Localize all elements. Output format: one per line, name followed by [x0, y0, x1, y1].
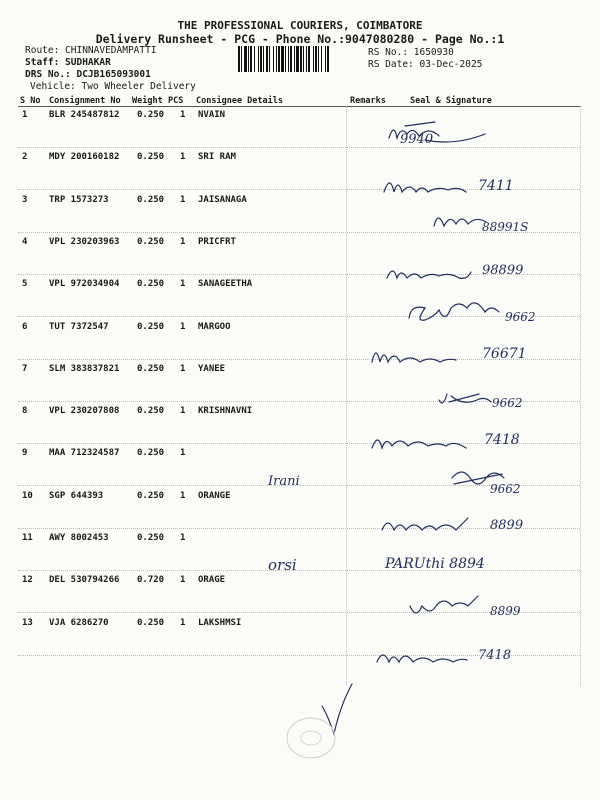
- col-weight: Weight: [132, 96, 163, 106]
- signature-4: [385, 262, 480, 286]
- consignment-number: TUT 7372547: [49, 321, 109, 332]
- pieces: 1: [180, 152, 186, 163]
- runsheet-title: Delivery Runsheet - PCG - Phone No.:9047080280 - Page No.:1: [95, 32, 505, 46]
- weight: 0.250: [137, 448, 165, 459]
- pieces: 1: [180, 406, 186, 417]
- consignment-number: MAA 712324587: [49, 448, 120, 459]
- serial-number: 8: [22, 406, 28, 417]
- consignment-number: BLR 245487812: [49, 110, 120, 120]
- consignee-name: LAKSHMSI: [198, 617, 242, 628]
- serial-number: 13: [22, 617, 33, 628]
- pieces: 1: [180, 110, 186, 120]
- col-remarks: Remarks: [350, 96, 386, 106]
- signature-number-2: 7411: [478, 178, 514, 194]
- col-consignee: Consignee Details: [196, 96, 283, 106]
- serial-number: 4: [22, 236, 28, 247]
- signature-5: [405, 298, 505, 332]
- consignment-number: VJA 6286270: [49, 617, 109, 628]
- weight: 0.250: [137, 110, 165, 120]
- pieces: 1: [180, 236, 186, 247]
- weight: 0.250: [137, 617, 165, 628]
- signature-number-8: 7418: [484, 432, 520, 448]
- consignment-number: TRP 1573273: [49, 194, 109, 205]
- col-sno: S No: [20, 96, 41, 106]
- serial-number: 6: [22, 321, 28, 332]
- weight: 0.250: [137, 279, 165, 290]
- consignee-name: SRI RAM: [198, 152, 236, 163]
- signature-number-7: 9662: [492, 396, 523, 410]
- consignee-name: SANAGEETHA: [198, 279, 253, 290]
- consignment-number: VPL 230203963: [49, 236, 120, 247]
- rs-date: RS Date: 03-Dec-2025: [368, 59, 483, 70]
- signature-number-4: 98899: [482, 263, 524, 278]
- consignee-name: MARGOO: [198, 321, 231, 332]
- signature-number-9: 9662: [490, 482, 521, 496]
- weight: 0.250: [137, 406, 165, 417]
- vehicle-label: Vehicle: Two Wheeler Delivery: [30, 81, 196, 92]
- signature-number-12: 8899: [490, 604, 521, 618]
- col-consignment: Consignment No: [49, 96, 121, 106]
- staff-label: Staff: SUDHAKAR: [25, 57, 111, 68]
- serial-number: 9: [22, 448, 28, 459]
- serial-number: 2: [22, 152, 28, 163]
- pieces: 1: [180, 575, 186, 586]
- weight: 0.250: [137, 533, 165, 543]
- weight: 0.250: [137, 490, 165, 501]
- pieces: 1: [180, 448, 186, 459]
- consignee-name: ORANGE: [198, 490, 231, 501]
- signature-number-13: 7418: [478, 648, 512, 663]
- consignee-name: PRICFRT: [198, 236, 236, 247]
- serial-number: 7: [22, 363, 28, 374]
- signature-11: PARUthi 8894: [385, 556, 485, 572]
- signature-2: [382, 172, 472, 202]
- serial-number: 11: [22, 533, 33, 543]
- rs-number: RS No.: 1650930: [368, 47, 454, 58]
- serial-number: 12: [22, 575, 33, 586]
- pieces: 1: [180, 321, 186, 332]
- signature-13: [375, 644, 475, 670]
- serial-number: 1: [22, 110, 28, 120]
- office-stamp: [283, 712, 339, 762]
- signature-number-3: 88991S: [482, 220, 529, 234]
- remark-handwriting-1: Irani: [268, 474, 300, 489]
- pieces: 1: [180, 617, 186, 628]
- consignment-number: AWY 8002453: [49, 533, 109, 543]
- weight: 0.250: [137, 236, 165, 247]
- signature-10: [380, 512, 480, 540]
- table-row: [0, 110, 600, 152]
- company-title: THE PROFESSIONAL COURIERS, COIMBATORE: [177, 19, 423, 32]
- consignment-number: VPL 230207808: [49, 406, 120, 417]
- signature-6: [370, 342, 465, 368]
- pieces: 1: [180, 490, 186, 501]
- signature-number-6: 76671: [482, 346, 527, 362]
- signature-number-5: 9662: [505, 310, 536, 324]
- consignee-name: JAISANAGA: [198, 194, 247, 205]
- consignment-number: SLM 383837821: [49, 363, 120, 374]
- drs-number: DRS No.: DCJB165093001: [25, 69, 151, 80]
- weight: 0.250: [137, 363, 165, 374]
- header-divider: [18, 106, 580, 107]
- pieces: 1: [180, 194, 186, 205]
- weight: 0.250: [137, 152, 165, 163]
- consignment-number: MDY 200160182: [49, 152, 120, 163]
- pieces: 1: [180, 533, 186, 543]
- serial-number: 5: [22, 279, 28, 290]
- remark-handwriting-2: orsi: [268, 556, 297, 574]
- consignee-name: YANEE: [198, 363, 226, 374]
- barcode: [238, 46, 366, 72]
- row-divider: [18, 147, 580, 148]
- weight: 0.720: [137, 575, 165, 586]
- signature-7: [437, 388, 497, 412]
- signature-8: [370, 430, 475, 458]
- col-pcs: PCS: [168, 96, 184, 106]
- weight: 0.250: [137, 194, 165, 205]
- signature-12: [408, 598, 488, 624]
- pieces: 1: [180, 363, 186, 374]
- consignment-number: SGP 644393: [49, 490, 104, 501]
- consignment-number: VPL 972034904: [49, 279, 120, 290]
- serial-number: 3: [22, 194, 28, 205]
- col-seal-signature: Seal & Signature: [410, 96, 492, 106]
- table-row: [0, 533, 600, 575]
- consignment-number: DEL 530794266: [49, 575, 120, 586]
- signature-number-1: 9940: [400, 132, 434, 147]
- consignee-name: ORAGE: [198, 575, 226, 586]
- signature-number-10: 8899: [490, 518, 524, 533]
- consignee-name: KRISHNAVNI: [198, 406, 253, 417]
- consignee-name: NVAIN: [198, 110, 226, 120]
- serial-number: 10: [22, 490, 33, 501]
- route-label: Route: CHINNAVEDAMPATTI: [25, 45, 157, 56]
- pieces: 1: [180, 279, 186, 290]
- row-divider: [18, 570, 580, 571]
- weight: 0.250: [137, 321, 165, 332]
